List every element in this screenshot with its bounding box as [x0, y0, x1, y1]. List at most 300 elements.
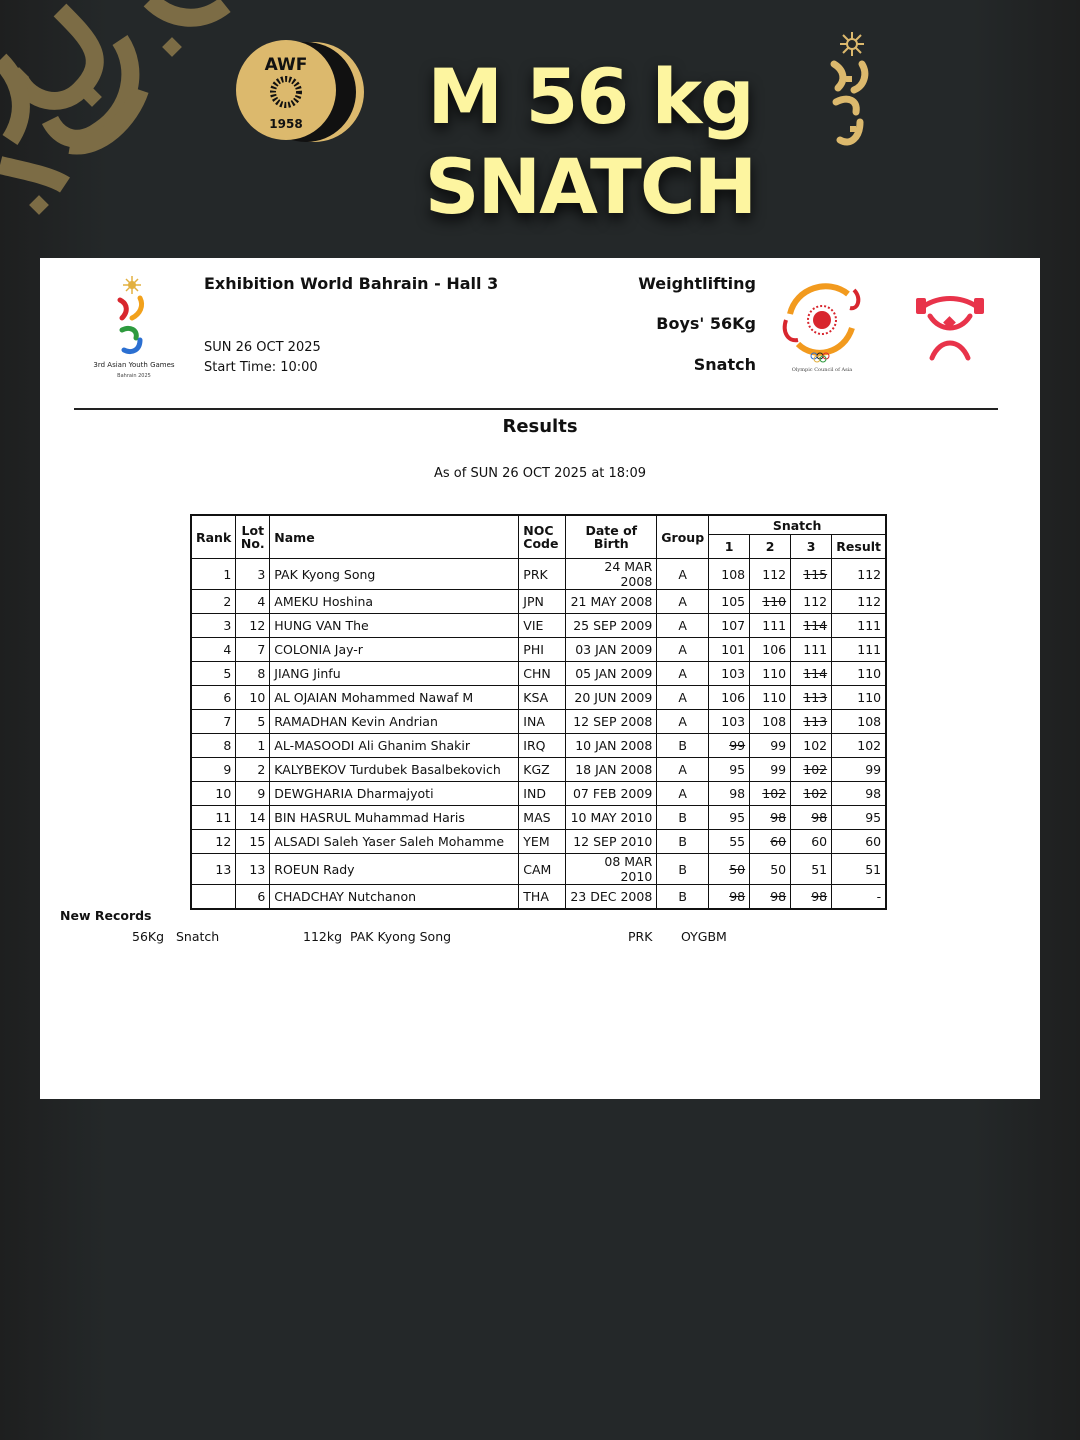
- lot-cell: [236, 830, 270, 854]
- header-noc: NOC Code: [519, 515, 566, 559]
- cell-value: 18 JAN 2008: [575, 762, 653, 777]
- noc-cell: [519, 638, 566, 662]
- rank-cell: [191, 734, 236, 758]
- phase-label: Snatch: [693, 355, 756, 374]
- weightlifting-pictogram-icon: [914, 292, 986, 362]
- cell-value: BIN HASRUL Muhammad Haris: [274, 810, 465, 825]
- name-cell: [270, 885, 519, 910]
- cell-value: B: [678, 834, 687, 849]
- oca-caption: Olympic Council of Asia: [791, 367, 853, 373]
- group-cell: [657, 686, 709, 710]
- cell-value: 15: [249, 834, 266, 849]
- failed-attempt-value: 98: [729, 889, 746, 904]
- record-lift: Snatch: [176, 929, 220, 944]
- attempt-3-cell: [791, 885, 832, 910]
- attempt-2-cell: [750, 686, 791, 710]
- start-time: Start Time: 10:00: [204, 360, 318, 375]
- table-row: [191, 559, 886, 590]
- dob-cell: [566, 830, 657, 854]
- cell-value: 5: [223, 666, 232, 681]
- cell-value: 5: [257, 714, 266, 729]
- dob-cell: [566, 686, 657, 710]
- headline-lift: SNATCH: [424, 142, 756, 231]
- table-row: [191, 710, 886, 734]
- name-cell: [270, 590, 519, 614]
- rank-cell: [191, 686, 236, 710]
- name-cell: [270, 710, 519, 734]
- cell-value: YEM: [523, 834, 550, 849]
- cell-value: 110: [762, 666, 787, 681]
- cell-value: 03 JAN 2009: [575, 642, 653, 657]
- rank-cell: [191, 885, 236, 910]
- failed-attempt-value: 102: [803, 762, 828, 777]
- new-records-title: New Records: [60, 908, 152, 923]
- table-row: [191, 854, 886, 885]
- attempt-2-cell: [750, 710, 791, 734]
- cell-value: 13: [215, 861, 232, 877]
- as-of-timestamp: As of SUN 26 OCT 2025 at 18:09: [433, 466, 647, 481]
- rank-cell: [191, 710, 236, 734]
- cell-value: 103: [721, 714, 746, 729]
- asian-youth-games-logo-gold: [824, 30, 880, 154]
- noc-cell: [519, 590, 566, 614]
- group-cell: [657, 559, 709, 590]
- cell-value: 112: [803, 594, 828, 609]
- record-weight: 112kg: [303, 929, 343, 944]
- lot-cell: [236, 614, 270, 638]
- noc-cell: [519, 806, 566, 830]
- attempt-1-cell: [709, 758, 750, 782]
- rank-cell: [191, 854, 236, 885]
- cell-value: 51: [811, 861, 828, 877]
- lot-cell: [236, 590, 270, 614]
- table-row: [191, 782, 886, 806]
- name-cell: [270, 854, 519, 885]
- cell-value: A: [678, 690, 687, 705]
- awf-logo: [236, 40, 364, 144]
- lot-cell: [236, 854, 270, 885]
- attempt-3-cell: [791, 782, 832, 806]
- results-title: Results: [502, 416, 578, 437]
- competition-date: SUN 26 OCT 2025: [204, 340, 321, 355]
- results-sheet: [40, 258, 1040, 1099]
- lot-cell: [236, 710, 270, 734]
- header-snatch: Snatch: [709, 515, 887, 535]
- cell-value: 55: [729, 834, 746, 849]
- table-row: [191, 662, 886, 686]
- cell-value: ALSADI Saleh Yaser Saleh Mohamme: [274, 834, 505, 849]
- results-table: [190, 514, 887, 910]
- group-cell: [657, 590, 709, 614]
- cell-value: 24 MAR 2008: [604, 559, 653, 589]
- cell-value: 106: [721, 690, 746, 705]
- record-category: 56Kg: [132, 929, 165, 944]
- group-cell: [657, 710, 709, 734]
- group-cell: [657, 885, 709, 910]
- cell-value: PHI: [523, 642, 544, 657]
- cell-value: 14: [249, 810, 266, 825]
- cell-value: 1: [257, 738, 266, 753]
- header-dob: Date of Birth: [566, 515, 657, 559]
- result-cell: [832, 885, 887, 910]
- cell-value: 12: [215, 834, 232, 849]
- result-cell: [832, 806, 887, 830]
- result-cell: [832, 614, 887, 638]
- attempt-3-cell: [791, 806, 832, 830]
- noc-cell: [519, 734, 566, 758]
- attempt-3-cell: [791, 686, 832, 710]
- failed-attempt-value: 98: [811, 889, 828, 904]
- name-cell: [270, 734, 519, 758]
- failed-attempt-value: 115: [803, 566, 828, 582]
- asian-youth-games-logo: [74, 274, 194, 382]
- lot-cell: [236, 559, 270, 590]
- cell-value: 111: [857, 642, 882, 657]
- result-cell: [832, 830, 887, 854]
- cell-value: 102: [803, 738, 828, 753]
- dob-cell: [566, 854, 657, 885]
- attempt-2-cell: [750, 734, 791, 758]
- name-cell: [270, 830, 519, 854]
- cell-value: INA: [523, 714, 545, 729]
- cell-value: 111: [857, 618, 882, 633]
- dob-cell: [566, 806, 657, 830]
- header-attempt-1: 1: [709, 535, 750, 559]
- cell-value: IRQ: [523, 738, 546, 753]
- cell-value: 23 DEC 2008: [570, 889, 653, 904]
- rank-cell: [191, 614, 236, 638]
- rank-cell: [191, 758, 236, 782]
- failed-attempt-value: 114: [803, 618, 828, 633]
- cell-value: 9: [223, 762, 232, 777]
- cell-value: 98: [729, 786, 746, 801]
- result-cell: [832, 734, 887, 758]
- rank-cell: [191, 782, 236, 806]
- attempt-2-cell: [750, 662, 791, 686]
- name-cell: [270, 559, 519, 590]
- header-group: Group: [657, 515, 709, 559]
- attempt-2-cell: [750, 638, 791, 662]
- header-attempt-3: 3: [791, 535, 832, 559]
- cell-value: AL OJAIAN Mohammed Nawaf M: [274, 690, 474, 705]
- record-type: OYGBM: [681, 929, 727, 944]
- attempt-1-cell: [709, 686, 750, 710]
- attempt-1-cell: [709, 559, 750, 590]
- cell-value: CHADCHAY Nutchanon: [274, 889, 417, 904]
- failed-attempt-value: 98: [770, 810, 787, 825]
- cell-value: B: [678, 810, 687, 825]
- cell-value: VIE: [523, 618, 544, 633]
- attempt-2-cell: [750, 854, 791, 885]
- cell-value: 111: [803, 642, 828, 657]
- attempt-2-cell: [750, 590, 791, 614]
- awf-logo-text: AWF: [264, 55, 308, 75]
- venue: Exhibition World Bahrain - Hall 3: [204, 274, 499, 293]
- dob-cell: [566, 710, 657, 734]
- group-cell: [657, 830, 709, 854]
- rank-cell: [191, 559, 236, 590]
- attempt-1-cell: [709, 782, 750, 806]
- cell-value: 101: [721, 642, 746, 657]
- dob-cell: [566, 614, 657, 638]
- cell-value: 8: [223, 738, 232, 753]
- cell-value: 99: [770, 762, 787, 777]
- noc-cell: [519, 854, 566, 885]
- cell-value: 6: [223, 690, 232, 705]
- cell-value: 2: [257, 762, 266, 777]
- cell-value: 105: [721, 594, 746, 609]
- cell-value: 10 JAN 2008: [575, 738, 653, 753]
- cell-value: A: [678, 714, 687, 729]
- cell-value: MAS: [523, 810, 551, 825]
- cell-value: 05 JAN 2009: [575, 666, 653, 681]
- cell-value: 6: [257, 889, 266, 904]
- cell-value: A: [678, 642, 687, 657]
- attempt-1-cell: [709, 854, 750, 885]
- cell-value: 07 FEB 2009: [572, 786, 653, 801]
- failed-attempt-value: 102: [803, 786, 828, 801]
- dob-cell: [566, 662, 657, 686]
- attempt-2-cell: [750, 782, 791, 806]
- rank-cell: [191, 662, 236, 686]
- attempt-1-cell: [709, 590, 750, 614]
- cell-value: 51: [865, 861, 882, 877]
- cell-value: A: [678, 666, 687, 681]
- attempt-3-cell: [791, 590, 832, 614]
- result-cell: [832, 590, 887, 614]
- result-cell: [832, 638, 887, 662]
- cell-value: 7: [223, 714, 232, 729]
- cell-value: 21 MAY 2008: [570, 594, 653, 609]
- noc-cell: [519, 710, 566, 734]
- lot-cell: [236, 758, 270, 782]
- table-row: [191, 806, 886, 830]
- name-cell: [270, 662, 519, 686]
- cell-value: AMEKU Hoshina: [274, 594, 374, 609]
- cell-value: 12 SEP 2008: [573, 714, 653, 729]
- cell-value: COLONIA Jay-r: [274, 642, 363, 657]
- attempt-3-cell: [791, 638, 832, 662]
- noc-cell: [519, 782, 566, 806]
- attempt-3-cell: [791, 758, 832, 782]
- result-cell: [832, 854, 887, 885]
- table-row: [191, 734, 886, 758]
- games-caption-2: Bahrain 2025: [117, 373, 151, 379]
- result-cell: [832, 782, 887, 806]
- failed-attempt-value: 102: [762, 786, 787, 801]
- attempt-1-cell: [709, 885, 750, 910]
- table-row: [191, 638, 886, 662]
- cell-value: CAM: [523, 861, 552, 877]
- cell-value: A: [678, 762, 687, 777]
- attempt-3-cell: [791, 734, 832, 758]
- attempt-1-cell: [709, 830, 750, 854]
- noc-cell: [519, 686, 566, 710]
- cell-value: 13: [249, 861, 266, 877]
- attempt-1-cell: [709, 662, 750, 686]
- cell-value: DEWGHARIA Dharmajyoti: [274, 786, 434, 801]
- group-cell: [657, 758, 709, 782]
- awf-logo-year: 1958: [269, 117, 303, 131]
- result-cell: [832, 686, 887, 710]
- failed-attempt-value: 113: [803, 690, 828, 705]
- failed-attempt-value: 110: [762, 594, 787, 609]
- calligraphy-decoration: [0, 0, 240, 220]
- cell-value: 10: [249, 690, 266, 705]
- attempt-2-cell: [750, 885, 791, 910]
- cell-value: 103: [721, 666, 746, 681]
- group-cell: [657, 734, 709, 758]
- cell-value: 95: [729, 762, 746, 777]
- cell-value: 60: [811, 834, 828, 849]
- attempt-3-cell: [791, 662, 832, 686]
- table-row: [191, 686, 886, 710]
- cell-value: PRK: [523, 566, 548, 582]
- lot-cell: [236, 885, 270, 910]
- cell-value: HUNG VAN The: [274, 618, 369, 633]
- cell-value: 08 MAR 2010: [604, 854, 653, 884]
- cell-value: 95: [865, 810, 882, 825]
- group-cell: [657, 662, 709, 686]
- cell-value: 99: [770, 738, 787, 753]
- attempt-3-cell: [791, 710, 832, 734]
- cell-value: 108: [762, 714, 787, 729]
- failed-attempt-value: 114: [803, 666, 828, 681]
- games-caption-1: 3rd Asian Youth Games: [93, 361, 175, 369]
- table-row: [191, 885, 886, 910]
- group-cell: [657, 806, 709, 830]
- table-row: [191, 590, 886, 614]
- dob-cell: [566, 559, 657, 590]
- cell-value: 3: [223, 618, 232, 633]
- noc-cell: [519, 885, 566, 910]
- header-name: Name: [270, 515, 519, 559]
- group-cell: [657, 638, 709, 662]
- cell-value: 20 JUN 2009: [574, 690, 653, 705]
- cell-value: 99: [865, 762, 882, 777]
- cell-value: 11: [215, 810, 232, 825]
- cell-value: IND: [523, 786, 546, 801]
- attempt-2-cell: [750, 806, 791, 830]
- lot-cell: [236, 806, 270, 830]
- table-row: [191, 830, 886, 854]
- dob-cell: [566, 758, 657, 782]
- cell-value: A: [678, 566, 687, 582]
- lot-cell: [236, 782, 270, 806]
- result-cell: [832, 662, 887, 686]
- attempt-2-cell: [750, 758, 791, 782]
- attempt-2-cell: [750, 614, 791, 638]
- cell-value: A: [678, 594, 687, 609]
- cell-value: 110: [762, 690, 787, 705]
- record-athlete: PAK Kyong Song: [350, 929, 452, 944]
- cell-value: KGZ: [523, 762, 550, 777]
- cell-value: JPN: [523, 594, 544, 609]
- attempt-1-cell: [709, 638, 750, 662]
- rank-cell: [191, 638, 236, 662]
- dob-cell: [566, 885, 657, 910]
- failed-attempt-value: 98: [770, 889, 787, 904]
- table-row: [191, 614, 886, 638]
- cell-value: RAMADHAN Kevin Andrian: [274, 714, 438, 729]
- rank-cell: [191, 806, 236, 830]
- attempt-1-cell: [709, 614, 750, 638]
- attempt-2-cell: [750, 559, 791, 590]
- cell-value: 106: [762, 642, 787, 657]
- group-cell: [657, 614, 709, 638]
- header-divider: [74, 408, 998, 410]
- result-cell: [832, 758, 887, 782]
- name-cell: [270, 638, 519, 662]
- cell-value: B: [678, 889, 687, 904]
- group-cell: [657, 782, 709, 806]
- header-result: Result: [832, 535, 887, 559]
- cell-value: JIANG Jinfu: [274, 666, 341, 681]
- attempt-3-cell: [791, 830, 832, 854]
- attempt-3-cell: [791, 854, 832, 885]
- cell-value: 98: [865, 786, 882, 801]
- cell-value: 112: [762, 566, 787, 582]
- attempt-1-cell: [709, 806, 750, 830]
- lot-cell: [236, 662, 270, 686]
- cell-value: 12: [249, 618, 266, 633]
- attempt-1-cell: [709, 710, 750, 734]
- cell-value: 110: [857, 690, 882, 705]
- cell-value: 102: [857, 738, 882, 753]
- cell-value: 12 SEP 2010: [573, 834, 653, 849]
- attempt-2-cell: [750, 830, 791, 854]
- event-headline: [380, 52, 800, 232]
- cell-value: 8: [257, 666, 266, 681]
- dob-cell: [566, 638, 657, 662]
- sport-label: Weightlifting: [638, 274, 756, 293]
- headline-weight: M 56 kg: [427, 52, 753, 141]
- dob-cell: [566, 734, 657, 758]
- cell-value: 25 SEP 2009: [573, 618, 653, 633]
- noc-cell: [519, 758, 566, 782]
- cell-value: 110: [857, 666, 882, 681]
- noc-cell: [519, 662, 566, 686]
- name-cell: [270, 758, 519, 782]
- cell-value: 108: [857, 714, 882, 729]
- cell-value: KALYBEKOV Turdubek Basalbekovich: [274, 762, 501, 777]
- cell-value: KSA: [523, 690, 549, 705]
- cell-value: 111: [762, 618, 787, 633]
- cell-value: 1: [223, 566, 232, 582]
- name-cell: [270, 806, 519, 830]
- failed-attempt-value: 60: [770, 834, 787, 849]
- cell-value: 4: [223, 642, 232, 657]
- dob-cell: [566, 590, 657, 614]
- cell-value: 3: [257, 566, 266, 582]
- cell-value: -: [876, 889, 882, 904]
- cell-value: AL-MASOODI Ali Ghanim Shakir: [274, 738, 470, 753]
- cell-value: 60: [865, 834, 882, 849]
- header-lot: Lot No.: [236, 515, 270, 559]
- cell-value: 10: [215, 786, 232, 801]
- cell-value: 112: [857, 566, 882, 582]
- cell-value: 4: [257, 594, 266, 609]
- cell-value: 108: [721, 566, 746, 582]
- failed-attempt-value: 113: [803, 714, 828, 729]
- attempt-1-cell: [709, 734, 750, 758]
- lot-cell: [236, 686, 270, 710]
- oca-logo: [778, 280, 866, 376]
- cell-value: 9: [257, 786, 266, 801]
- result-cell: [832, 710, 887, 734]
- cell-value: B: [678, 861, 687, 877]
- group-cell: [657, 854, 709, 885]
